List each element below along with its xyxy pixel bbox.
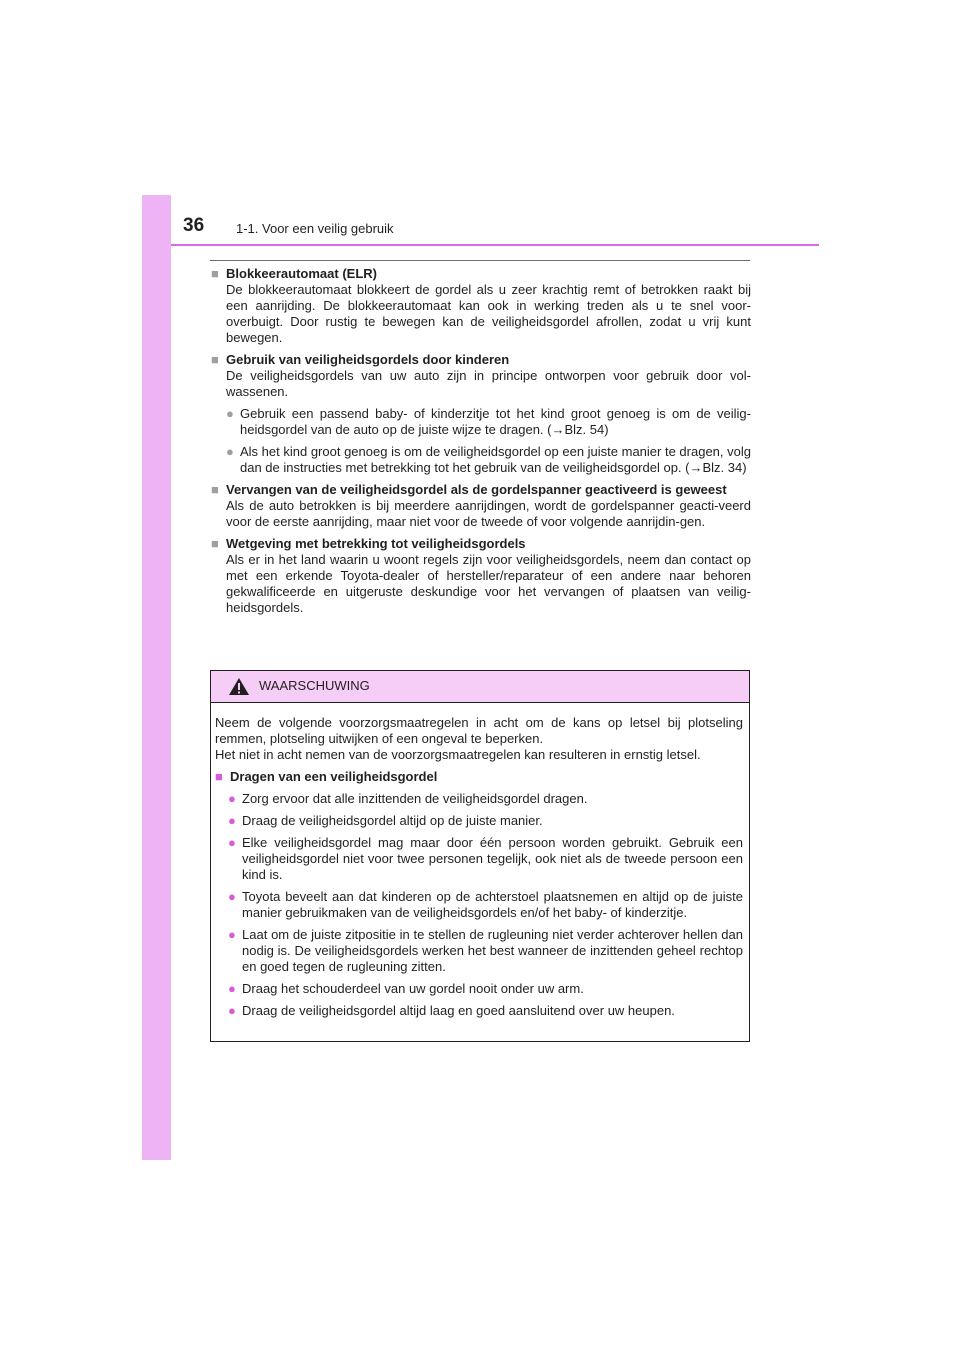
header-rule [171,244,819,246]
warning-list-item-text: Toyota beveelt aan dat kinderen op de achterstoel plaatsnemen en altijd op de juiste manier gebruikmaken van de veiligheidsgordels en/of het baby- of kinderzitje. [242,889,743,920]
list-item [211,444,751,476]
circle-bullet-icon: ● [226,406,234,421]
warning-subheading-text: Dragen van een veiligheidsgordel [230,769,438,784]
square-bullet-icon: ■ [211,352,219,367]
section-heading-text: Blokkeerautomaat (ELR) [226,266,377,281]
warning-list-item [215,889,743,921]
section-heading [211,536,751,552]
content-rule [210,260,750,261]
section-heading-text: Wetgeving met betrekking tot veiligheidsgordels [226,536,526,551]
circle-bullet-icon: ● [228,835,236,850]
circle-bullet-icon: ● [228,1003,236,1018]
warning-triangle-icon [228,677,250,696]
main-content [211,266,751,622]
section-heading-text: Gebruik van veiligheidsgordels door kinderen [226,352,510,367]
section-pretensioner [211,482,751,530]
warning-list-item [215,813,743,829]
warning-list-item-text: Draag het schouderdeel van uw gordel nooit onder uw arm. [242,981,584,996]
warning-subheading [215,769,743,785]
warning-header [211,671,749,703]
warning-list-item-text: Draag de veiligheidsgordel altijd laag en goed aansluitend over uw heupen. [242,1003,675,1018]
warning-body [211,703,749,1019]
warning-list-item [215,1003,743,1019]
warning-list-item-text: Zorg ervoor dat alle inzittenden de veiligheidsgordel dragen. [242,791,588,806]
warning-list-item-text: Draag de veiligheidsgordel altijd op de juiste manier. [242,813,543,828]
side-color-band [142,195,171,1160]
section-heading [211,352,751,368]
circle-bullet-icon: ● [228,813,236,828]
warning-list-item-text: Elke veiligheidsgordel mag maar door één persoon worden gebruikt. Gebruik een veiligheidsgordel niet voor twee personen tegelijk, ook niet als de tweede persoon een kind is. [242,835,743,882]
warning-list-item [215,927,743,975]
circle-bullet-icon: ● [228,791,236,806]
section-elr [211,266,751,346]
warning-list-item [215,791,743,807]
list-item [211,406,751,438]
square-bullet-icon: ■ [211,482,219,497]
section-paragraph: Als er in het land waarin u woont regels zijn voor veiligheidsgordels, neem dan contact op met een erkende Toyota-dealer of hersteller/reparateur of een andere naar behoren gekwalificeerde en uitgeruste deskundige voor het vervangen of plaatsen van veilig-heidsgordels. [226,552,751,615]
circle-bullet-icon: ● [228,981,236,996]
warning-list-item [215,981,743,997]
section-paragraph: De blokkeerautomaat blokkeert de gordel als u zeer krachtig remt of betrokken raakt bij een aanrijding. De blokkeerautomaat kan ook in werking treden als u te snel voor-overbuigt. Door rustig te bewegen kan de veiligheidsgordel afrollen, zodat u vrij kunt bewegen. [226,282,751,345]
circle-bullet-icon: ● [226,444,234,459]
list-item-text: Gebruik een passend baby- of kinderzitje tot het kind groot genoeg is om de veilig-heidsgordel van de auto op de juiste wijze te dragen. (→Blz. 54) [240,406,751,437]
square-bullet-icon: ■ [211,266,219,281]
warning-intro: Het niet in acht nemen van de voorzorgsmaatregelen kan resulteren in ernstig letsel. [215,747,701,762]
square-bullet-icon: ■ [211,536,219,551]
circle-bullet-icon: ● [228,927,236,942]
warning-list-item-text: Laat om de juiste zitpositie in te stellen de rugleuning niet verder achterover hellen dan nodig is. De veiligheidsgordels werken het best wanneer de inzittenden geheel rechtop en goed tegen de rugleuning zitten. [242,927,743,974]
section-paragraph: De veiligheidsgordels van uw auto zijn in principe ontworpen voor gebruik door vol-wassenen. [226,368,751,399]
section-heading [211,266,751,282]
section-legislation [211,536,751,616]
warning-box [210,670,750,1042]
list-item-text: Als het kind groot genoeg is om de veiligheidsgordel op een juiste manier te dragen, volg dan de instructies met betrekking tot het gebruik van de veiligheidsgordel op. (→Blz. 34) [240,444,751,475]
section-heading [211,482,751,498]
warning-title: WAARSCHUWING [259,678,370,693]
section-children [211,352,751,476]
section-paragraph: Als de auto betrokken is bij meerdere aanrijdingen, wordt de gordelspanner geacti-veerd voor de eerste aanrijding, maar niet voor de tweede of voor volgende aanrijdin-gen. [226,498,751,529]
section-heading-text: Vervangen van de veiligheidsgordel als de gordelspanner geactiveerd is geweest [226,482,727,497]
section-title: 1-1. Voor een veilig gebruik [236,221,394,236]
warning-list-item [215,835,743,883]
page-number: 36 [183,215,205,236]
warning-intro: Neem de volgende voorzorgsmaatregelen in acht om de kans op letsel bij plotseling remmen, plotseling uitwijken of een ongeval te beperken. [215,715,743,746]
circle-bullet-icon: ● [228,889,236,904]
square-bullet-icon: ■ [215,769,223,784]
